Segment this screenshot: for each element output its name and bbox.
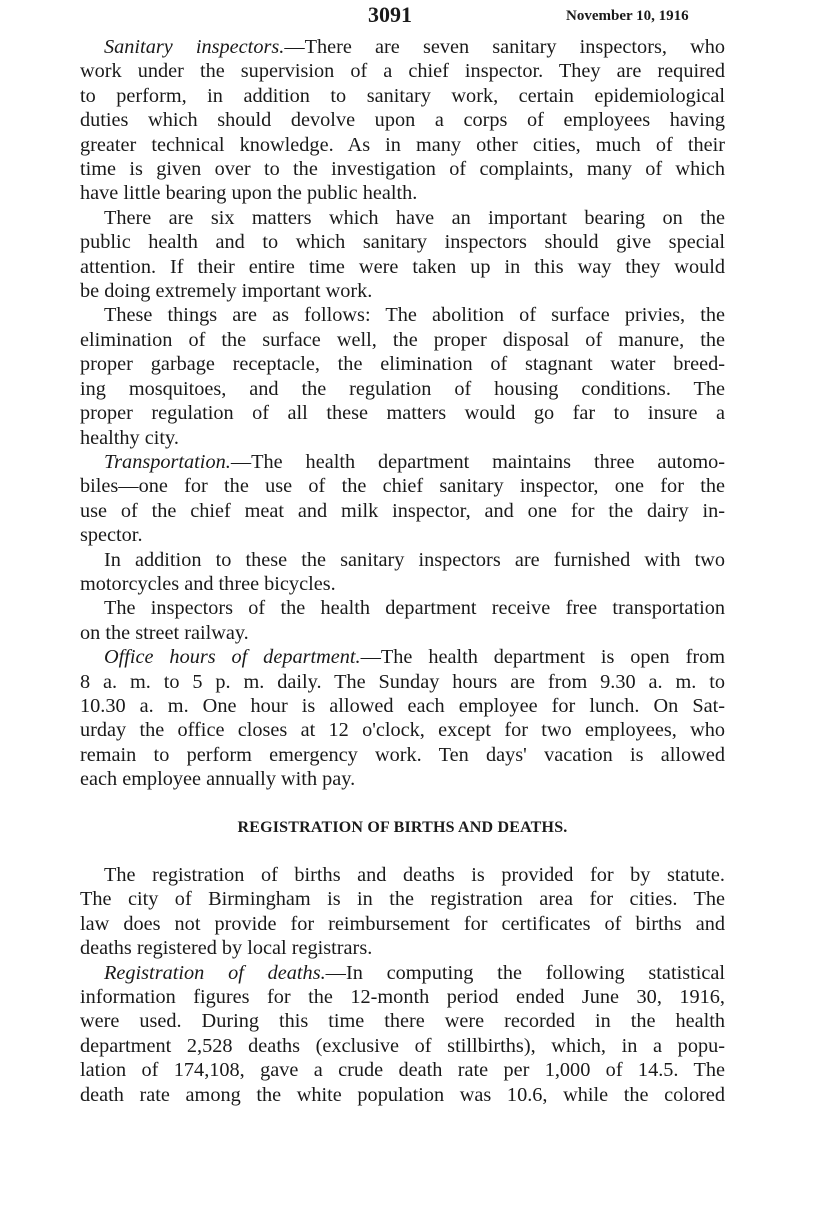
line-text: The registration of births and deaths is provided for by statute. (104, 864, 725, 886)
line-text: healthy city. (80, 426, 179, 449)
section-heading: REGISTRATION OF BIRTHS AND DEATHS. (237, 818, 568, 836)
italic-run-in-heading: Registration of deaths. (104, 961, 326, 984)
text-line (80, 377, 725, 401)
text-line (80, 596, 725, 620)
line-text: urday the office closes at 12 o'clock, except for two employees, who (80, 719, 725, 742)
text-line (80, 401, 725, 425)
text-after-heading (80, 863, 725, 1107)
text-line (80, 303, 725, 327)
line-text: to perform, in addition to sanitary work, certain epidemiological (80, 84, 725, 107)
line-text: spector. (80, 524, 143, 547)
page-number: 3091 (368, 2, 412, 27)
text-line (80, 743, 725, 767)
text-line (80, 59, 725, 83)
line-text: remain to perform emergency work. Ten days' vacation is allowed (80, 743, 725, 766)
text-line (80, 621, 725, 645)
line-text: work under the supervision of a chief inspector. They are required (80, 60, 725, 83)
text-line (80, 1083, 725, 1107)
text-line (80, 936, 725, 960)
text-line (80, 474, 725, 498)
line-text: department 2,528 deaths (exclusive of stillbirths), which, in a popu- (80, 1034, 725, 1057)
text-line (80, 206, 725, 230)
line-text: on the street railway. (80, 621, 249, 644)
text-line (80, 84, 725, 108)
text-line (80, 694, 725, 718)
line-text: —In computing the following statistical (325, 961, 726, 984)
text-line (80, 670, 725, 694)
line-text: ing mosquitoes, and the regulation of housing conditions. The (80, 377, 725, 400)
line-text: have little bearing upon the public health. (80, 182, 418, 205)
text-line (80, 523, 725, 547)
text-line (80, 645, 725, 669)
text-line (80, 328, 725, 352)
line-text: In addition to these the sanitary inspectors are furnished with two (104, 548, 725, 571)
line-text: lation of 174,108, gave a crude death rate per 1,000 of 14.5. The (80, 1059, 725, 1082)
line-text: time is given over to the investigation of complaints, many of which (80, 158, 725, 181)
italic-run-in-heading: Office hours of department. (104, 646, 361, 669)
line-text: were used. During this time there were recorded in the health (80, 1010, 725, 1033)
line-text: 8 a. m. to 5 p. m. daily. The Sunday hours are from 9.30 a. m. to (80, 670, 725, 693)
line-text: motorcycles and three bicycles. (80, 572, 336, 595)
text-line (80, 767, 725, 791)
italic-run-in-heading: Transportation. (104, 450, 231, 473)
line-text: elimination of the surface well, the proper disposal of manure, the (80, 328, 725, 351)
line-text: public health and to which sanitary inspectors should give special (80, 231, 725, 254)
text-line (80, 230, 725, 254)
line-text: law does not provide for reimbursement for certificates of births and (80, 912, 725, 935)
text-line (80, 572, 725, 596)
text-line (80, 108, 725, 132)
text-line (80, 450, 725, 474)
text-line (80, 352, 725, 376)
line-text: These things are as follows: The abolition of surface privies, the (104, 304, 725, 327)
line-text: —The health department maintains three automo- (230, 450, 725, 473)
text-line (80, 133, 725, 157)
line-text: The city of Birmingham is in the registration area for cities. The (80, 888, 725, 911)
text-line (80, 279, 725, 303)
text-line (80, 1034, 725, 1058)
text-line (80, 985, 725, 1009)
text-line (80, 548, 725, 572)
line-text: duties which should devolve upon a corps of employees having (80, 109, 725, 132)
line-text: death rate among the white population was 10.6, while the colored (80, 1083, 725, 1106)
text-line (80, 499, 725, 523)
page-date: November 10, 1916 (566, 8, 689, 24)
line-text: deaths registered by local registrars. (80, 937, 373, 960)
text-line (80, 718, 725, 742)
text-line (80, 35, 725, 59)
text-line (80, 887, 725, 911)
line-text: proper garbage receptacle, the elimination of stagnant water breed- (80, 353, 725, 376)
text-line (80, 181, 725, 205)
line-text: biles—one for the use of the chief sanitary inspector, one for the (80, 475, 725, 498)
line-text: proper regulation of all these matters would go far to insure a (80, 402, 725, 425)
line-text: 10.30 a. m. One hour is allowed each employee for lunch. On Sat- (80, 694, 725, 717)
document-body (80, 35, 725, 1107)
line-text: information figures for the 12-month period ended June 30, 1916, (80, 986, 725, 1009)
line-text: greater technical knowledge. As in many other cities, much of their (80, 133, 725, 156)
text-line (80, 1009, 725, 1033)
text-line (80, 1058, 725, 1082)
text-line (80, 912, 725, 936)
line-text: be doing extremely important work. (80, 280, 373, 303)
text-line (80, 157, 725, 181)
line-text: There are six matters which have an important bearing on the (104, 206, 725, 229)
line-text: use of the chief meat and milk inspector, and one for the dairy in- (80, 499, 725, 522)
text-line (80, 426, 725, 450)
line-text: each employee annually with pay. (80, 768, 356, 791)
line-text: —There are seven sanitary inspectors, who (284, 36, 725, 58)
line-text: —The health department is open from (360, 646, 725, 669)
text-line (80, 255, 725, 279)
text-line (80, 863, 725, 887)
line-text: attention. If their entire time were taken up in this way they would (80, 255, 725, 278)
text-before-heading (80, 35, 725, 792)
text-line (80, 961, 725, 985)
italic-run-in-heading: Sanitary inspectors. (104, 36, 285, 58)
line-text: The inspectors of the health department receive free transportation (104, 597, 725, 620)
